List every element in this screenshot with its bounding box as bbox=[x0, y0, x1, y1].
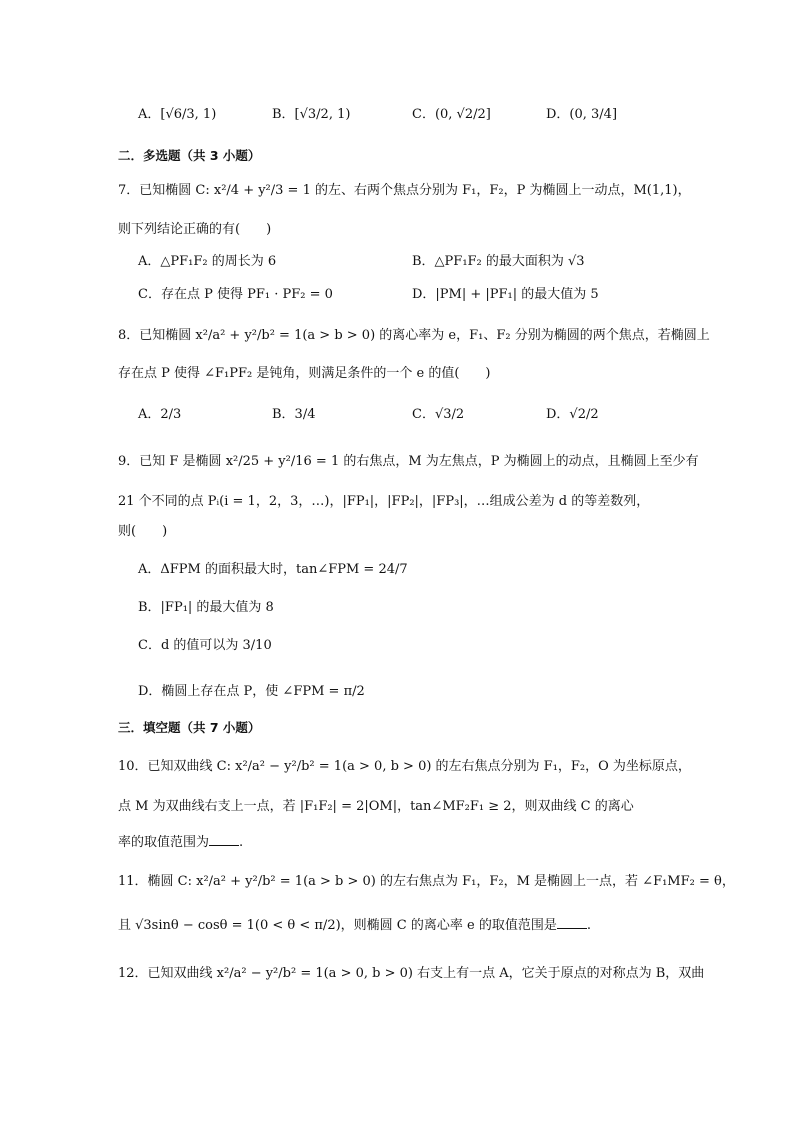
section-heading-fill-in: 三．填空题（共 7 小题） bbox=[118, 720, 261, 735]
answer-blank bbox=[557, 927, 587, 929]
q11-stem-text: 且 √3sinθ − cosθ = 1(0 < θ < π/2)，则椭圆 C 的离心率 e 的取值范围是 bbox=[118, 918, 557, 933]
q10-stem-line1: 10．已知双曲线 C: x²/a² − y²/b² = 1(a > 0, b > 0) 的左右焦点分别为 F₁，F₂，O 为坐标原点， bbox=[118, 759, 691, 774]
q8-option-d: D．√2/2 bbox=[546, 407, 599, 422]
q9-option-c: C．d 的值可以为 3/10 bbox=[138, 638, 272, 653]
q10-stem-text: 率的取值范围为 bbox=[118, 835, 210, 850]
q9-option-b: B．|FP₁| 的最大值为 8 bbox=[138, 600, 274, 615]
q8-option-a: A．2/3 bbox=[138, 407, 182, 422]
q6-option-c: C．(0, √2/2] bbox=[412, 107, 491, 122]
q11-stem-line2 bbox=[118, 915, 694, 937]
q9-stem-line1: 9．已知 F 是椭圆 x²/25 + y²/16 = 1 的右焦点，M 为左焦点，P 为椭圆上的动点，且椭圆上至少有 bbox=[118, 454, 699, 469]
period: . bbox=[239, 835, 244, 850]
q12-stem-line1: 12．已知双曲线 x²/a² − y²/b² = 1(a > 0, b > 0) 右支上有一点 A，它关于原点的对称点为 B，双曲 bbox=[118, 966, 705, 981]
q10-stem-line3 bbox=[118, 832, 694, 854]
q6-option-b: B．[√3/2, 1) bbox=[272, 107, 351, 122]
q10-stem-line2: 点 M 为双曲线右支上一点，若 |F₁F₂| = 2|OM|，tan∠MF₂F₁ ≥ 2，则双曲线 C 的离心 bbox=[118, 799, 634, 814]
q8-stem-line2: 存在点 P 使得 ∠F₁PF₂ 是钝角，则满足条件的一个 e 的值( ) bbox=[118, 366, 491, 381]
q8-stem-line1: 8．已知椭圆 x²/a² + y²/b² = 1(a > b > 0) 的离心率为 e，F₁、F₂ 分别为椭圆的两个焦点，若椭圆上 bbox=[118, 328, 710, 343]
q8-option-b: B．3/4 bbox=[272, 407, 316, 422]
q9-option-a: A．ΔFPM 的面积最大时，tan∠FPM = 24/7 bbox=[138, 562, 408, 577]
q9-option-d: D．椭圆上存在点 P，使 ∠FPM = π/2 bbox=[138, 684, 365, 699]
q7-option-b: B．△PF₁F₂ 的最大面积为 √3 bbox=[412, 254, 585, 269]
q7-stem-line1: 7．已知椭圆 C: x²/4 + y²/3 = 1 的左、右两个焦点分别为 F₁，F₂，P 为椭圆上一动点，M(1,1)， bbox=[118, 183, 691, 198]
q6-option-d: D．(0, 3/4] bbox=[546, 107, 618, 122]
q6-option-a: A．[√6/3, 1) bbox=[138, 107, 217, 122]
q7-option-d: D．|PM| + |PF₁| 的最大值为 5 bbox=[412, 287, 599, 302]
answer-blank bbox=[209, 844, 239, 846]
q7-option-a: A．△PF₁F₂ 的周长为 6 bbox=[138, 254, 277, 269]
q8-option-c: C．√3/2 bbox=[412, 407, 465, 422]
q7-stem-line2: 则下列结论正确的有( ) bbox=[118, 222, 272, 237]
q9-stem-line3: 则( ) bbox=[118, 524, 168, 539]
q11-stem-line1: 11．椭圆 C: x²/a² + y²/b² = 1(a > b > 0) 的左右焦点为 F₁，F₂，M 是椭圆上一点，若 ∠F₁MF₂ = θ， bbox=[118, 874, 735, 889]
q9-stem-line2: 21 个不同的点 Pᵢ(i = 1，2，3，…)，|FP₁|，|FP₂|，|FP₃|，…组成公差为 d 的等差数列， bbox=[118, 494, 650, 509]
section-heading-multiple-choice: 二．多选题（共 3 小题） bbox=[118, 148, 261, 163]
period: . bbox=[586, 918, 591, 933]
q7-option-c: C．存在点 P 使得 PF₁ · PF₂ = 0 bbox=[138, 287, 333, 302]
